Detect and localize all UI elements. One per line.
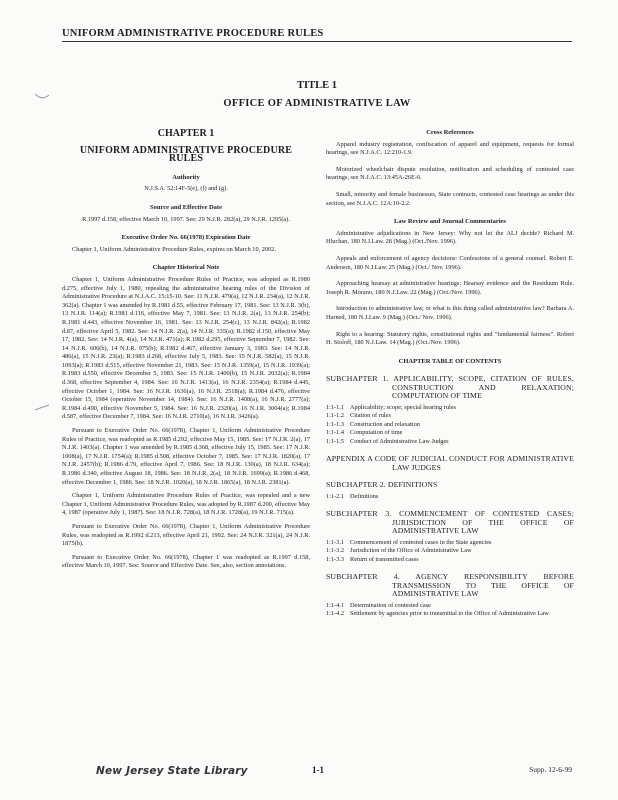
running-head: UNIFORM ADMINISTRATIVE PROCEDURE RULES	[62, 28, 572, 42]
toc-item-number: 1:1-4.2	[326, 610, 345, 618]
toc-subchapter	[326, 510, 574, 564]
toc-item-number: 1:1-4.1	[326, 601, 345, 609]
toc-item[interactable]	[326, 438, 574, 447]
subchapter-title: DEFINITIONS	[387, 480, 438, 490]
toc-list	[326, 602, 574, 619]
law-review-entry: Appeals and enforcement of agency decisions: Confessions of a general counsel. Robert E. Anderson, 180 N.J.Law. 25 (Mag.) (Oct./ Nov. 1996).	[326, 254, 574, 271]
toc-item[interactable]	[326, 429, 574, 438]
toc-item-number: 1:1-2.1	[326, 492, 345, 500]
authority-heading: Authority	[172, 173, 200, 181]
history-paragraph: Pursuant to Executive Order No. 66(1978), Chapter 1, Uniform Administrative Procedure Rules of Practice, was readopted as R.1985 d.292, effective May 15, 1985. See: 17 N.J.R. 2(a), 17 N.J.R. 1403(a). Chapter 1 was amended by R.1985 d.368, effective July 15, 1985. See: 17 N.J.R. 1008(a), 17 N.J.R. 1754(a); R.1985 d.508, effective October 7, 1985. See: 17 N.J.R. 1820(a), 17 N.J.R. 2457(b); R.1986 d.79, effective April 7, 1986. See: 18 N.J.R. 130(a), 18 N.J.R. 634(a); R.1986 d.340, effective August 18, 1986. See: 18 N.J.R. 2(a), 18 N.J.R. 1699(a); R.1986 d.468, effective December 1, 1986. See: 18 N.J.R. 1020(a), 18 N.J.R. 1865(a), 18 N.J.R. 2381(a).	[62, 427, 310, 486]
toc-item-text: Determination of contested case	[350, 601, 431, 609]
title-number: TITLE 1	[297, 80, 337, 91]
cross-references-heading: Cross References	[426, 129, 474, 136]
toc-item[interactable]	[326, 547, 574, 556]
history-paragraph: Chapter 1, Uniform Administrative Procedure Rules of Practice, was adopted as R.1980 d.275, effective July 1, 1980, repealing the administrative hearing rules of the Division of Administrative Procedure at N.J.A.C. 15:15-10. See: 11 N.J.R. 479(a), 12 N.J.R. 234(a), 12 N.J.R. 362(a). Chapter 1 was amended by R.1981 d.55, effective February 17, 1981. See: 13 N.J.R. 3(b), 13 N.J.R. 114(a); R.1981 d.116, effective May 7, 1981. See: 13 N.J.R. 2(a), 13 N.J.R. 254(b); R.1981 d.443, effective November 16, 1981. See: 13 N.J.R. 254(c), 13 N.J.R. 842(a); R.1982 d.87, effective April 5, 1982. See: 14 N.J.R. 2(a), 14 N.J.R. 335(a); R.1982 d.150, effective May 17, 1982. See: 14 N.J.R. 4(a), 14 N.J.R. 471(a); R.1982 d.295, effective September 7, 1982. See: 14 N.J.R. 606(b), 14 N.J.R. 975(b); R.1982 d.467, effective January 3, 1983. See: 14 N.J.R. 486(a), 15 N.J.R. 23(a); R.1983 d.268, effective July 5, 1983. See: 15 N.J.R. 582(a), 15 N.J.R. 1093(a); R.1983 d.515, effective November 21, 1983. See: 15 N.J.R. 1359(a), 15 N.J.R. 1939(a); R.1983 d.550, effective December 5, 1983. See: 15 N.J.R. 1400(b), 15 N.J.R. 2032(a); R.1984 d.368, effective September 4, 1984. See: 16 N.J.R. 1413(a), 16 N.J.R. 2354(a); R.1984 d.445, effective October 1, 1984. See: 16 N.J.R. 1636(a), 16 N.J.R. 2518(a); R.1984 d.476, effective October 15, 1984 (operative November 14, 1984). See: 16 N.J.R. 1408(a), 16 N.J.R. 2777(a); R.1984 d.490, effective November 5, 1984. See: 16 N.J.R. 2320(a), 16 N.J.R. 3004(a); R.1984 d.587, effective December 7, 1984. See: 16 N.J.R. 2710(a), 16 N.J.R. 3426(a).	[62, 275, 310, 421]
chapter-number: CHAPTER 1	[157, 128, 215, 139]
toc-item[interactable]	[326, 602, 574, 611]
right-column	[326, 124, 574, 619]
law-review-entry: Approaching hearsay at administrative hearings: Hearsay evidence and the Residuum Rule. Joseph R. Morano, 180 N.J.Law. 22 (Mag.) (Oct./Nov. 1996).	[326, 280, 574, 296]
scan-mark-icon	[34, 92, 50, 100]
law-review-entry: Introduction to administrative law, or what is this thing called administrative law? Barbara A. Harned, 180 N.J.Law. 9 (Mag.) (Oct./ Nov. 1996).	[326, 305, 574, 321]
toc-item-number: 1:1-1.3	[326, 420, 345, 428]
toc-item-number: 1:1-3.3	[326, 555, 345, 563]
subchapter-title: COMMENCEMENT OF CONTESTED CASES; JURISDICTION OF THE OFFICE OF ADMINISTRATIVE LAW	[392, 509, 574, 536]
page-footer	[62, 763, 572, 783]
toc-item-number: 1:1-1.5	[326, 437, 345, 445]
toc-item[interactable]	[326, 493, 574, 502]
toc-item[interactable]	[326, 421, 574, 430]
history-paragraph: Chapter 1, Uniform Administrative Procedure Rules of Practice, was repealed and a new Chapter 1, Uniform Administrative Procedure Rules, was adopted by R.1987 d.200, effective May 4, 1987 (operative July 1, 1987). See: 18 N.J.R. 728(a), 18 N.J.R. 1728(a), 19 N.J.R. 715(a).	[62, 492, 310, 517]
subchapter-title: AGENCY RESPONSIBILITY BEFORE TRANSMISSION TO THE OFFICE OF ADMINISTRATIVE LAW	[392, 572, 574, 599]
subchapter-title: APPLICABILITY, SCOPE, CITATION OF RULES, CONSTRUCTION AND RELAXATION; COMPUTATION OF TIME	[392, 374, 574, 401]
subchapter-heading	[326, 573, 574, 598]
expiration-heading: Executive Order No. 66(1978) Expiration Date	[121, 234, 251, 242]
toc-subchapter	[326, 481, 574, 501]
subchapter-label: SUBCHAPTER 3.	[326, 509, 392, 519]
law-review-heading: Law Review and Journal Commentaries	[394, 218, 506, 226]
history-paragraph: Pursuant to Executive Order No. 66(1978), Chapter 1, Uniform Administrative Procedure Rules, was readopted as R.1992 d.213, effective April 21, 1992. See: 24 N.J.R. 321(a), 24 N.J.R. 1875(b).	[62, 522, 310, 548]
cross-reference: Small, minority and female businesses, State contracts, contested case hearings as under this section, see N.J.A.C. 12A:10-2.2.	[326, 190, 574, 207]
expiration-text: Chapter 1, Uniform Administrative Procedure Rules, expires on March 10, 2002.	[72, 245, 276, 253]
cross-reference: Motorized wheelchair dispute resolution, notification and scheduling of contested case hearings, see N.J.A.C. 13:45A-26E-6.	[326, 165, 574, 182]
toc-item-number: 1:1-1.1	[326, 403, 345, 411]
toc-item[interactable]	[326, 610, 574, 619]
toc-item-text: Commencement of contested cases in the State agencies	[350, 538, 492, 546]
toc-item[interactable]	[326, 539, 574, 548]
toc-item-number: 1:1-1.2	[326, 412, 345, 420]
authority-text: N.J.S.A. 52:14F-5(e), (f) and (g).	[144, 185, 228, 193]
subchapter-label: SUBCHAPTER 4.	[326, 572, 400, 582]
toc-item-number: 1:1-3.2	[326, 547, 345, 555]
toc-item-text: Conduct of Administrative Law Judges	[350, 437, 449, 445]
subchapter-label: SUBCHAPTER 1.	[326, 374, 389, 384]
appendix-title: CODE OF JUDICIAL CONDUCT FOR ADMINISTRATIVE LAW JUDGES	[374, 454, 574, 472]
toc-list	[326, 539, 574, 565]
library-stamp: New Jersey State Library	[96, 765, 248, 777]
scan-mark-icon	[34, 404, 50, 412]
subchapter-heading	[326, 481, 574, 489]
toc-item-text: Computation of time	[350, 429, 403, 437]
toc-item-text: Citation of rules	[350, 412, 391, 420]
toc-item[interactable]	[326, 412, 574, 421]
appendix-heading	[326, 455, 574, 472]
source-text: R.1997 d.158, effective March 10, 1997. See: 29 N.J.R. 282(a), 29 N.J.R. 1295(a).	[82, 215, 290, 223]
toc-item-text: Applicability; scope; special hearing rules	[350, 403, 456, 411]
page-number: 1-1	[312, 765, 324, 775]
toc-heading: CHAPTER TABLE OF CONTENTS	[398, 357, 502, 365]
toc-subchapter	[326, 375, 574, 446]
supplement-date: Supp. 12-6-99	[529, 765, 572, 774]
toc-item-number: 1:1-3.1	[326, 538, 345, 546]
title-name: OFFICE OF ADMINISTRATIVE LAW	[223, 98, 411, 109]
title-block	[62, 80, 572, 109]
source-heading: Source and Effective Date	[150, 203, 222, 211]
toc-item-text: Construction and relaxation	[350, 420, 420, 428]
toc-item-text: Jurisdiction of the Office of Administrative Law	[350, 547, 472, 555]
chapter-title: UNIFORM ADMINISTRATIVE PROCEDURE RULES	[79, 144, 293, 165]
appendix-label: APPENDIX A	[326, 454, 373, 464]
subchapter-label: SUBCHAPTER 2.	[326, 480, 386, 490]
toc-item-number: 1:1-1.4	[326, 429, 345, 437]
toc-appendix	[326, 455, 574, 472]
law-review-entry: Administrative adjudications in New Jersey: Why not let the ALJ decide? Richard M. Hluchan, 180 N.J.Law. 28 (Mag.) (Oct./Nov. 1996).	[326, 229, 574, 246]
cross-reference: Apparel industry registration, confiscation of apparel and equipment, requests for formal hearings, see N.J.A.C. 12:210-1.9.	[326, 140, 574, 157]
toc-item-text: Return of transmitted cases	[350, 555, 419, 563]
subchapter-heading	[326, 375, 574, 400]
law-review-entry: Right to a hearing: Statutory rights, constitutional rights and "fundamental fairness". Robert H. Stoloff, 180 N.J.Law. 14 (Mag.) (Oct./Nov. 1996).	[326, 330, 574, 347]
toc-list	[326, 493, 574, 502]
history-heading: Chapter Historical Note	[152, 264, 220, 272]
left-column	[62, 124, 310, 576]
toc-item-text: Settlement by agencies prior to transmittal to the Office of Administrative Law	[350, 610, 549, 618]
toc-subchapter	[326, 573, 574, 618]
toc-item[interactable]	[326, 404, 574, 413]
toc-item-text: Definitions	[350, 492, 379, 500]
toc-list	[326, 404, 574, 447]
history-paragraph: Pursuant to Executive Order No. 66(1978), Chapter 1 was readopted as R.1997 d.158, effective March 10, 1997. See: Source and Effective Date. See, also, section annotations.	[62, 553, 310, 570]
toc-item[interactable]	[326, 556, 574, 565]
subchapter-heading	[326, 510, 574, 535]
